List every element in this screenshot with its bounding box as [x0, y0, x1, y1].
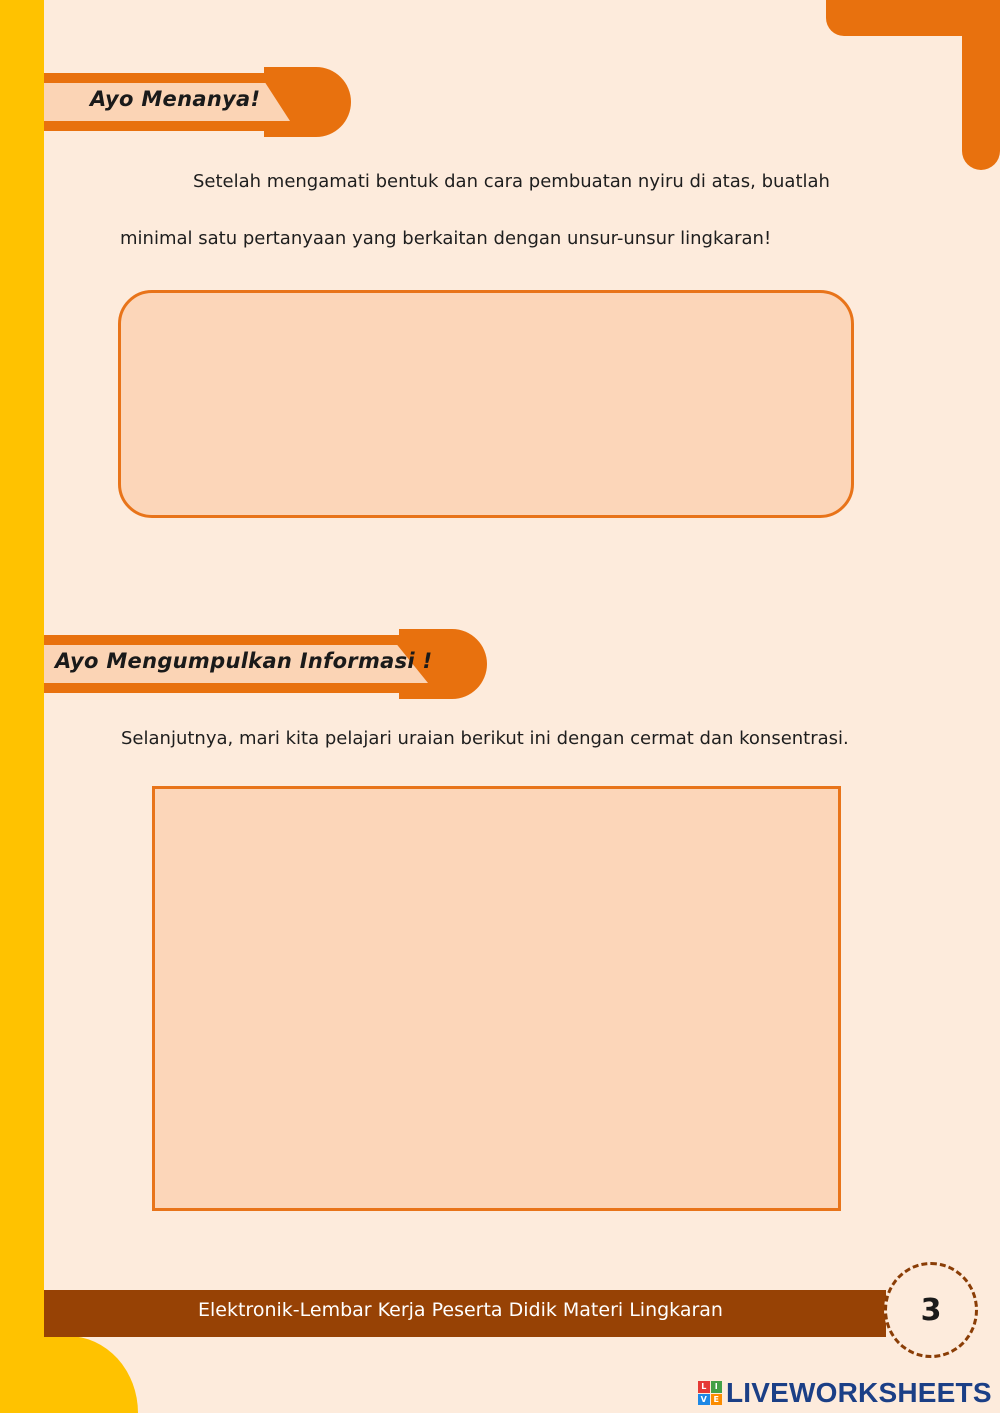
instruction-line-1: Setelah mengamati bentuk dan cara pembuatan nyiru di atas, buatlah [193, 171, 830, 192]
logo-letter: I [711, 1381, 723, 1393]
section-banner-ayo-mengumpulkan-informasi [44, 629, 489, 699]
logo-letter: L [698, 1381, 710, 1393]
information-content-box [152, 786, 841, 1211]
footer-title: Elektronik-Lembar Kerja Peserta Didik Materi Lingkaran [198, 1299, 723, 1321]
logo-letter: V [698, 1394, 710, 1406]
liveworksheets-logo [698, 1378, 992, 1408]
page-number-badge [884, 1262, 978, 1358]
question-answer-box[interactable] [118, 290, 854, 518]
section-title: Ayo Menanya! [90, 87, 261, 111]
logo-letter: E [711, 1394, 723, 1406]
liveworksheets-icon [698, 1381, 722, 1405]
left-yellow-spine [0, 0, 44, 1413]
section-title: Ayo Mengumpulkan Informasi ! [55, 649, 433, 673]
bottom-left-yellow-bump [0, 1336, 138, 1413]
instruction-line: Selanjutnya, mari kita pelajari uraian berikut ini dengan cermat dan konsentrasi. [121, 728, 849, 749]
section-banner-ayo-menanya [44, 67, 354, 137]
instruction-line-2: minimal satu pertanyaan yang berkaitan dengan unsur-unsur lingkaran! [120, 228, 772, 249]
liveworksheets-wordmark: LIVEWORKSHEETS [726, 1377, 992, 1408]
page-number: 3 [920, 1292, 942, 1328]
corner-bracket-vertical [962, 0, 1000, 170]
